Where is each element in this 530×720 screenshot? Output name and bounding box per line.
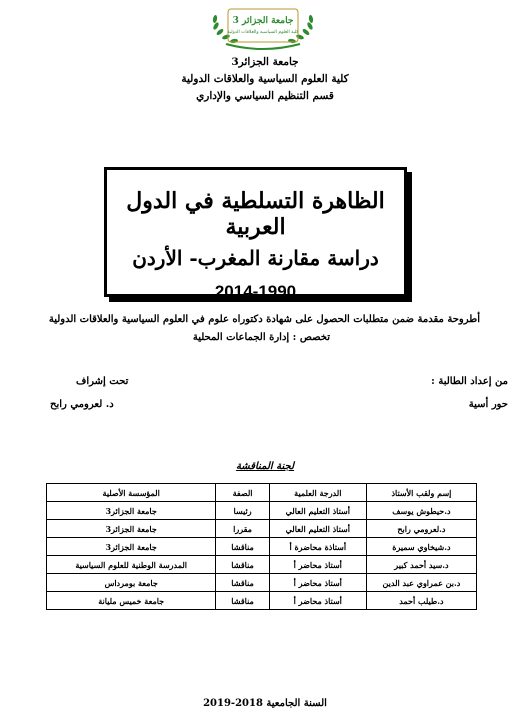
logo-subtext: كلية العلوم السياسية والعلاقات الدولية	[227, 30, 299, 35]
header-institution: المؤسسة الأصلية	[47, 484, 216, 502]
university-name: جامعة الجزائر3	[231, 56, 299, 68]
member-degree: أستاذ التعليم العالي	[269, 502, 366, 520]
thesis-description: أطروحة مقدمة ضمن متطلبات الحصول على شهادة دكتوراه علوم في العلوم السياسية والعلاقات الدولية	[48, 314, 480, 325]
member-degree: أستاذ محاضر أ	[269, 556, 366, 574]
thesis-years: 2014-1990	[214, 282, 297, 301]
member-name: د.بن عمراوي عبد الدين	[366, 574, 476, 592]
member-role: مناقشا	[216, 538, 269, 556]
member-role: مناقشا	[216, 592, 269, 610]
member-name: د.لعرومي رابح	[366, 520, 476, 538]
member-role: مقررا	[216, 520, 269, 538]
title-box	[104, 167, 407, 301]
table-header-row	[47, 484, 477, 502]
supervisor-label: تحت إشراف	[76, 376, 129, 387]
faculty-name: كلية العلوم السياسية والعلاقات الدولية	[181, 73, 349, 85]
supervisor-name: د. لعرومي رابح	[50, 399, 114, 410]
member-degree: أستاذة محاضرة أ	[269, 538, 366, 556]
member-institution: جامعة خميس مليانة	[47, 592, 216, 610]
committee-table	[46, 483, 477, 610]
member-degree: أستاذ محاضر أ	[269, 592, 366, 610]
member-institution: جامعة الجزائر3	[47, 520, 216, 538]
member-institution: جامعة الجزائر3	[47, 502, 216, 520]
member-name: د.شيخاوي سميرة	[366, 538, 476, 556]
header-role: الصفة	[216, 484, 269, 502]
member-degree: أستاذ محاضر أ	[269, 574, 366, 592]
member-institution: المدرسة الوطنية للعلوم السياسية	[47, 556, 216, 574]
thesis-specialty: تخصص : إدارة الجماعات المحلية	[192, 332, 330, 343]
member-name: د.سيد أحمد كبير	[366, 556, 476, 574]
university-logo	[206, 6, 320, 58]
header-name: إسم ولقب الأستاذ	[366, 484, 476, 502]
table-row	[47, 538, 477, 556]
member-degree: أستاذ التعليم العالي	[269, 520, 366, 538]
member-institution: جامعة بومرداس	[47, 574, 216, 592]
academic-year: السنة الجامعية 2018-2019	[203, 698, 327, 709]
member-name: د.حيطوش يوسف	[366, 502, 476, 520]
member-name: د.طيلب أحمد	[366, 592, 476, 610]
member-role: رئيسا	[216, 502, 269, 520]
table-row	[47, 592, 477, 610]
member-institution: جامعة الجزائر3	[47, 538, 216, 556]
committee-title: لجنة المناقشة	[235, 461, 295, 472]
table-row	[47, 520, 477, 538]
student-name: حور أسية	[468, 399, 508, 410]
member-role: مناقشا	[216, 556, 269, 574]
member-role: مناقشا	[216, 574, 269, 592]
table-row	[47, 502, 477, 520]
header-degree: الدرجة العلمية	[269, 484, 366, 502]
thesis-subtitle: دراسة مقارنة المغرب- الأردن	[132, 246, 379, 270]
table-row	[47, 556, 477, 574]
logo-text: جامعة الجزائر 3	[232, 16, 294, 26]
student-label: من إعداد الطالبة :	[431, 376, 508, 387]
table-row	[47, 574, 477, 592]
thesis-title: الظاهرة التسلطية في الدول العربية	[126, 188, 385, 240]
department-name: قسم التنظيم السياسي والإداري	[196, 90, 334, 102]
